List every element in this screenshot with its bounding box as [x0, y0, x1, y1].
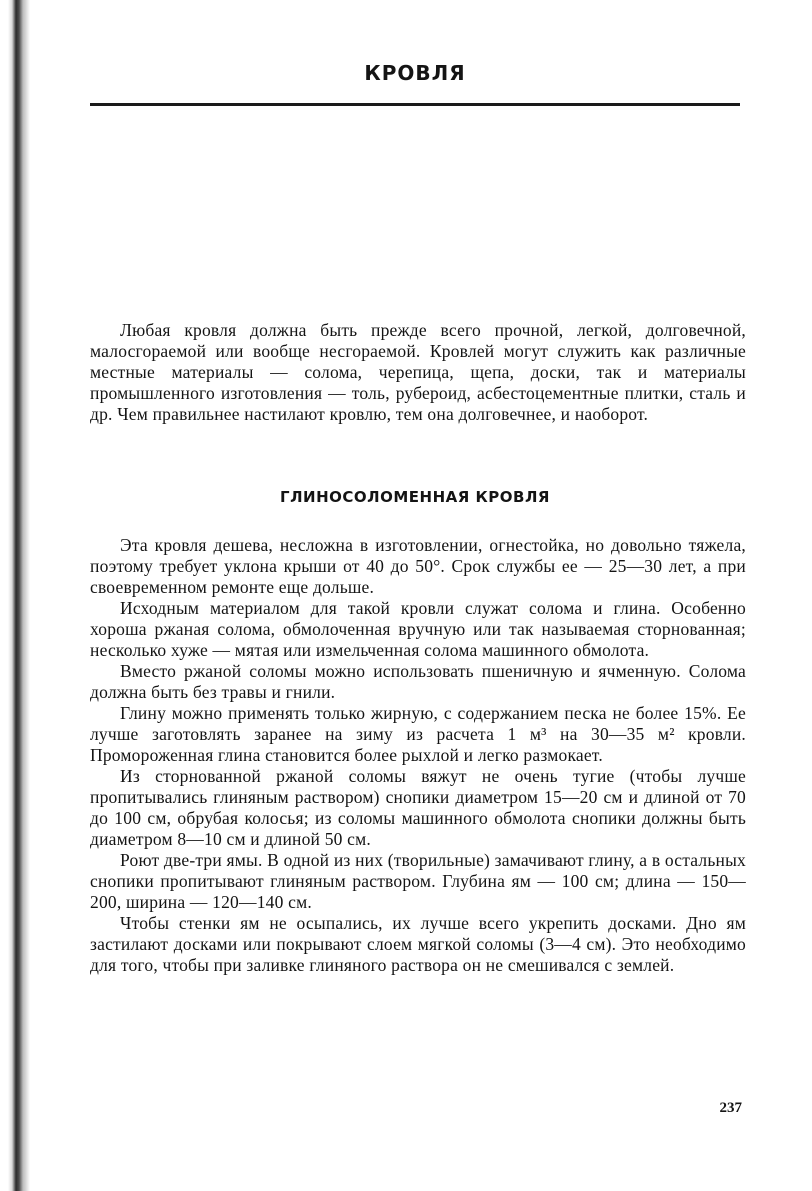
page-binding-edge [0, 0, 34, 1191]
section-title: ГЛИНОСОЛОМЕННАЯ КРОВЛЯ [280, 488, 550, 506]
intro-section [90, 320, 746, 425]
body-paragraph: Из сторнованной ржаной соломы вяжут не очень тугие (чтобы лучше пропитывались глиняным раствором) снопики диаметром 15—20 см и длиной от 70 до 100 см, обрубая колосья; из соломы машинного обмолота снопики должны быть диаметром 8—10 см и длиной 50 см. [90, 766, 746, 849]
page-number: 237 [719, 1100, 742, 1116]
intro-paragraph: Любая кровля должна быть прежде всего прочной, легкой, долговечной, малосгораемой или вообще несгораемой. Кровлей могут служить как различные местные материалы — солома, черепица, щепа, доски, так и материалы промышленного изготовления — толь, рубероид, асбестоцементные плитки, сталь и др. Чем правильнее настилают кровлю, тем она долговечнее, и наоборот. [90, 320, 746, 424]
body-paragraph: Исходным материалом для такой кровли служат солома и глина. Особенно хороша ржаная солома, обмолоченная вручную или так называемая сторнованная; несколько хуже — мятая или измельченная солома машинного обмолота. [90, 598, 746, 660]
body-paragraph: Глину можно применять только жирную, с содержанием песка не более 15%. Ее лучше заготовлять заранее на зиму из расчета 1 м³ на 30—35 м² кровли. Промороженная глина становится более рыхлой и легко размокает. [90, 703, 746, 765]
body-paragraph: Чтобы стенки ям не осыпались, их лучше всего укрепить досками. Дно ям застилают досками или покрывают слоем мягкой соломы (3—4 см). Это необходимо для того, чтобы при заливке глиняного раствора он не смешивался с землей. [90, 913, 746, 975]
body-paragraph: Роют две-три ямы. В одной из них (творильные) замачивают глину, а в остальных снопики пропитывают глиняным раствором. Глубина ям — 100 см; длина — 150—200, ширина — 120—140 см. [90, 850, 746, 912]
page-header [90, 55, 740, 106]
body-paragraph: Вместо ржаной соломы можно использовать пшеничную и ячменную. Солома должна быть без травы и гнили. [90, 661, 746, 702]
chapter-title: КРОВЛЯ [364, 61, 466, 85]
section-body [90, 535, 746, 976]
body-paragraph: Эта кровля дешева, несложна в изготовлении, огнестойка, но довольно тяжела, поэтому требует уклона крыши от 40 до 50°. Срок службы ее — 25—30 лет, а при своевременном ремонте еще дольше. [90, 535, 746, 597]
